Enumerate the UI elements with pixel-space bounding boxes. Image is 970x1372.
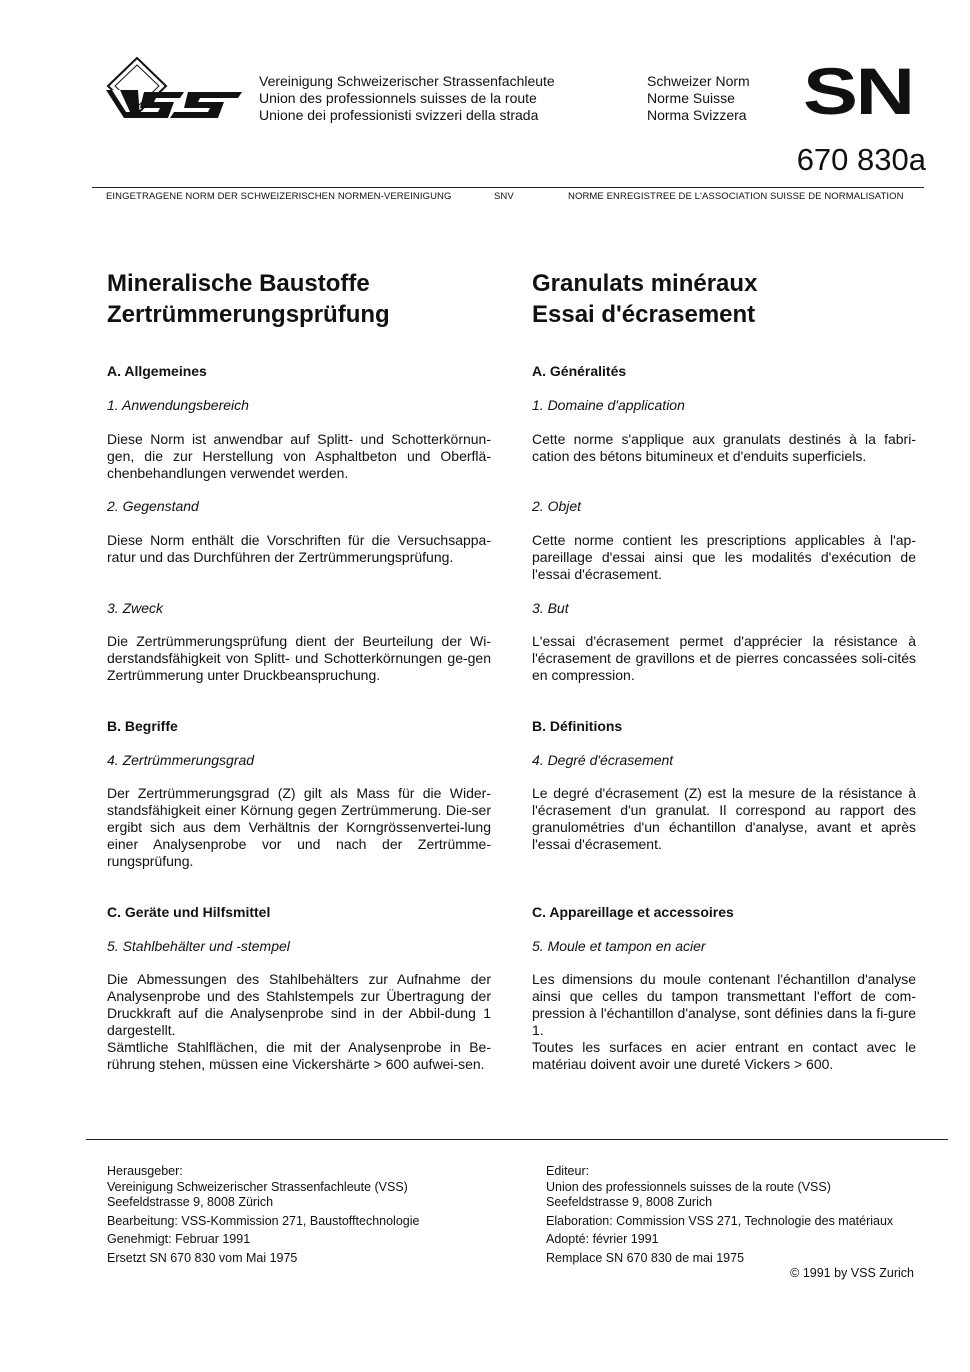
- publisher-name-fr: Union des professionnels suisses de la route (VSS): [546, 1179, 831, 1194]
- sn-logo: SN: [803, 54, 913, 128]
- title-fr-line-2: Essai d'écrasement: [532, 301, 756, 328]
- subsection-3-text-de: Die Zertrümmerungsprüfung dient der Beurteilung der Wi-derstandsfähigkeit von Splitt- und Schotterkörnungen ge-gen Zertrümmerung unter Druckbeanspruchung.: [107, 633, 491, 683]
- subsection-5-paragraph-1-de: Die Abmessungen des Stahlbehälters zur Aufnahme der Analysenprobe und des Stahlstempels zur Übertragung der Druckkraft auf die Analysenprobe sind in der Abbil-dung 1 dargestellt.: [107, 971, 491, 1038]
- footer-rule: [86, 1139, 948, 1140]
- subsection-4-text-de: Der Zertrümmerungsgrad (Z) gilt als Mass für die Wider-standsfähigkeit einer Körnung gegen Zertrümmerung. Die-ser ergibt sich aus dem Verhältnis der Korngrössenvertei-lung einer Analysenprobe vor und nach der Zertrümme-rungsprüfung.: [107, 785, 491, 869]
- approved-fr: Adopté: février 1991: [546, 1232, 659, 1246]
- editing-de: Bearbeitung: VSS-Kommission 271, Baustofftechnologie: [107, 1213, 420, 1228]
- norm-name-it: Norma Svizzera: [647, 107, 747, 123]
- header-rule: [92, 187, 924, 188]
- org-name-it: Unione dei professionisti svizzeri della strada: [259, 107, 539, 123]
- registered-norm-fr: NORME ENREGISTREE DE L'ASSOCIATION SUISSE DE NORMALISATION: [568, 191, 904, 202]
- french-column: [532, 268, 916, 330]
- subsection-5-paragraph-2-de: Sämtliche Stahlflächen, die mit der Analysenprobe in Be-rührung stehen, müssen eine Vickershärte > 600 aufwei-sen.: [107, 1039, 491, 1072]
- publisher-name-de: Vereinigung Schweizerischer Strassenfachleute (VSS): [107, 1179, 408, 1194]
- subsection-5-paragraph-2-fr: Toutes les surfaces en acier entrant en contact avec le matériau doivent avoir une dureté Vickers > 600.: [532, 1039, 916, 1072]
- subsection-2-text-de: Diese Norm enthält die Vorschriften für die Versuchsappa-ratur und das Durchführen der Zertrümmerungsprüfung.: [107, 532, 491, 565]
- subsection-4-heading-de: 4. Zertrümmerungsgrad: [107, 752, 255, 768]
- replaces-fr: Remplace SN 670 830 de mai 1975: [546, 1250, 745, 1265]
- subsection-1-text-fr: Cette norme s'applique aux granulats destinés à la fabri-cation des bétons bitumineux et d'enduits superficiels.: [532, 431, 916, 464]
- german-column: [107, 268, 491, 330]
- subsection-2-heading-de: 2. Gegenstand: [107, 498, 199, 514]
- subsection-4-heading-fr: 4. Degré d'écrasement: [532, 752, 674, 768]
- title-de-line-1: Mineralische Baustoffe: [107, 270, 370, 297]
- subsection-3-heading-fr: 3. But: [532, 600, 569, 616]
- section-a-heading-de: A. Allgemeines: [107, 363, 207, 379]
- publisher-label-de: Herausgeber:: [107, 1164, 183, 1178]
- subsection-2-heading-fr: 2. Objet: [532, 498, 582, 514]
- replaces-de: Ersetzt SN 670 830 vom Mai 1975: [107, 1250, 298, 1265]
- publisher-address-de: Seefeldstrasse 9, 8008 Zürich: [107, 1195, 274, 1209]
- norm-names: [647, 73, 750, 124]
- subsection-1-heading-fr: 1. Domaine d'application: [532, 397, 685, 413]
- publisher-address-fr: Seefeldstrasse 9, 8008 Zurich: [546, 1195, 713, 1209]
- approved-de: Genehmigt: Februar 1991: [107, 1232, 251, 1246]
- norm-name-de: Schweizer Norm: [647, 73, 750, 89]
- org-name-de: Vereinigung Schweizerischer Strassenfachleute: [259, 73, 555, 89]
- subsection-5-heading-de: 5. Stahlbehälter und -stempel: [107, 938, 290, 954]
- footer-de: [107, 1164, 419, 1266]
- section-c-heading-fr: C. Appareillage et accessoires: [532, 904, 734, 920]
- subsection-5-heading-fr: 5. Moule et tampon en acier: [532, 938, 706, 954]
- copyright: © 1991 by VSS Zurich: [790, 1266, 914, 1280]
- title-fr-line-1: Granulats minéraux: [532, 270, 758, 297]
- section-b-heading-fr: B. Définitions: [532, 718, 623, 734]
- footer-fr: [546, 1164, 893, 1266]
- section-c-heading-de: C. Geräte und Hilfsmittel: [107, 904, 271, 920]
- subsection-5-text-de: [107, 971, 491, 1073]
- editing-fr: Elaboration: Commission VSS 271, Technologie des matériaux: [546, 1213, 894, 1228]
- section-a-heading-fr: A. Généralités: [532, 363, 627, 379]
- org-name-fr: Union des professionnels suisses de la route: [259, 90, 537, 106]
- vss-logo-icon: [104, 56, 244, 122]
- title-de-line-2: Zertrümmerungsprüfung: [107, 301, 390, 328]
- subsection-4-text-fr: Le degré d'écrasement (Z) est la mesure de la résistance à l'écrasement d'un granulat. Il correspond au rapport des granulométries d'un échantillon d'analyse, avant et après l'essai d'écrasement.: [532, 785, 916, 852]
- norm-number: 670 830a: [796, 142, 926, 177]
- subsection-5-text-fr: [532, 971, 916, 1073]
- subsection-1-text-de: Diese Norm ist anwendbar auf Splitt- und Schotterkörnun-gen, die zur Herstellung von Asphaltbeton und Oberflä-chenbehandlungen verwendet werden.: [107, 431, 491, 481]
- subsection-2-text-fr: Cette norme contient les prescriptions applicables à l'ap-pareillage d'essai ainsi que les modalités d'exécution de l'essai d'écrasement.: [532, 532, 916, 582]
- subsection-3-text-fr: L'essai d'écrasement permet d'apprécier la résistance à l'écrasement de gravillons et de pierres concassées soli-cités en compression.: [532, 633, 916, 683]
- organization-names: [259, 73, 555, 124]
- norm-name-fr: Norme Suisse: [647, 90, 735, 106]
- subsection-5-paragraph-1-fr: Les dimensions du moule contenant l'échantillon d'analyse ainsi que celles du tampon transmettant l'effort de com-pression à l'échantillon d'analyse, sont définies dans la fi-gure 1.: [532, 971, 916, 1038]
- section-b-heading-de: B. Begriffe: [107, 718, 178, 734]
- subsection-1-heading-de: 1. Anwendungsbereich: [107, 397, 249, 413]
- registered-norm-de: EINGETRAGENE NORM DER SCHWEIZERISCHEN NORMEN-VEREINIGUNG: [106, 191, 452, 202]
- subsection-3-heading-de: 3. Zweck: [107, 600, 164, 616]
- publisher-label-fr: Editeur:: [546, 1164, 590, 1178]
- registered-norm-abbr: SNV: [494, 191, 514, 202]
